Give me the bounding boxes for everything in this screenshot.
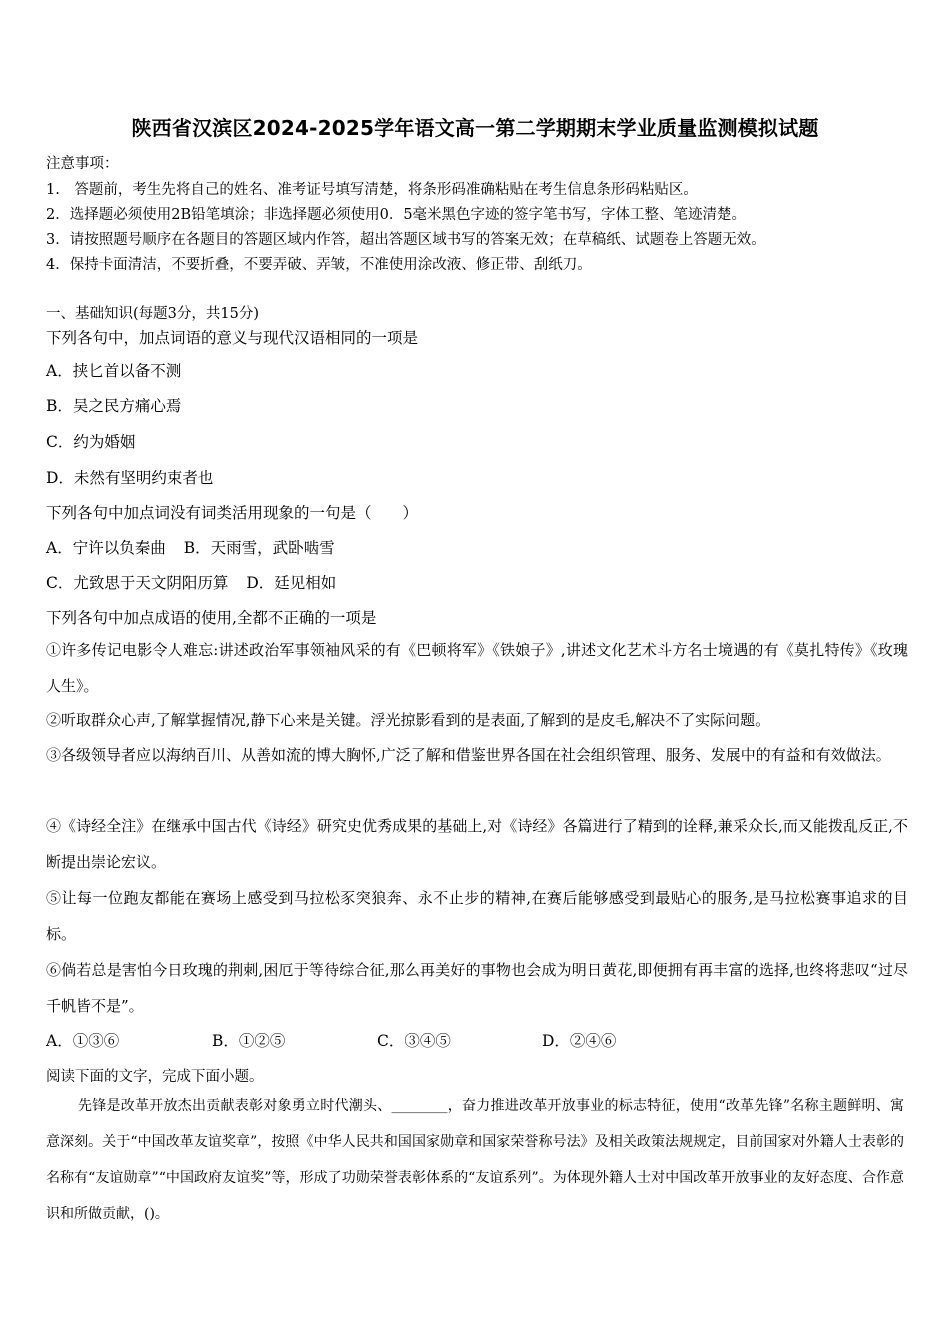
notice-heading: 注意事项： (46, 156, 119, 172)
question-1-option-a: A．挟匕首以备不测 (46, 362, 182, 380)
question-1-option-d: D．未然有坚明约束者也 (46, 469, 214, 487)
question-1-option-c: C．约为婚姻 (46, 433, 136, 451)
reading-intro: 阅读下面的文字，完成下面小题。 (46, 1069, 264, 1085)
notice-item-1: 1. 答题前，考生先将自己的姓名、准考证号填写清楚，将条形码准确粘贴在考生信息条形码粘贴区。 (46, 182, 698, 198)
question-2-option-c: C．尤致思于天文阴阳历算 (46, 574, 229, 592)
notice-item-2: 2．选择题必须使用2B铅笔填涂；非选择题必须使用0．5毫米黑色字迹的签字笔书写，字体工整、笔迹清楚。 (46, 207, 747, 223)
question-3-option-c: C．③④⑤ (377, 1032, 451, 1050)
question-2-option-a: A．宁许以负秦曲 (46, 539, 166, 557)
question-1-option-b: B．吴之民方痛心焉 (46, 397, 182, 415)
question-3-item-3: ③各级领导者应以海纳百川、从善如流的博大胸怀,广泛了解和借鉴世界各国在社会组织管理、服务、发展中的有益和有效做法。 (46, 746, 891, 764)
question-3-item-6: ⑥倘若总是害怕今日玫瑰的荆刺,困厄于等待综合征,那么再美好的事物也会成为明日黄花,即便拥有再丰富的选择,也终将悲叹“过尽千帆皆不是”。 (46, 961, 908, 1015)
page-title: 陕西省汉滨区2024-2025学年语文高一第二学期期末学业质量监测模拟试题 (131, 116, 819, 140)
question-2-option-b: B．天雨雪，武卧啮雪 (183, 539, 335, 557)
question-3-stem: 下列各句中加点成语的使用,全都不正确的一项是 (46, 609, 377, 627)
question-2-option-d: D．廷见相如 (246, 574, 337, 592)
question-3-item-1: ①许多传记电影令人难忘:讲述政治军事领袖风采的有《巴顿将军》《铁娘子》,讲述文化艺术斗方名士境遇的有《莫扎特传》《玫瑰人生》。 (46, 641, 908, 695)
question-2-stem: 下列各句中加点词没有词类活用现象的一句是（ ） (46, 504, 419, 522)
notice-item-4: 4．保持卡面清洁，不要折叠，不要弄破、弄皱，不准使用涂改液、修正带、刮纸刀。 (46, 257, 592, 273)
section-heading: 一、基础知识(每题3分，共15分) (46, 306, 259, 322)
question-2-options-row-1 (46, 536, 335, 558)
question-3-option-b: B．①②⑤ (212, 1032, 286, 1050)
reading-passage: 先锋是改革开放杰出贡献表彰对象勇立时代潮头、________，奋力推进改革开放事业的标志特征，使用“改革先锋”名称主题鲜明、寓意深刻。关于“中国改革友谊奖章”，按照《中华人民共和国国家勋章和国家荣誉称号法》及相关政策法规规定，目前国家对外籍人士表彰的名称有“友谊勋章”“中国政府友谊奖”等，形成了功勋荣誉表彰体系的“友谊系列”。为体现外籍人士对中国改革开放事业的友好态度、合作意识和所做贡献，()。 (46, 1098, 904, 1222)
question-2-options-row-2 (46, 571, 336, 593)
question-3-item-5: ⑤让每一位跑友都能在赛场上感受到马拉松豕突狼奔、永不止步的精神,在赛后能够感受到最贴心的服务,是马拉松赛事追求的目标。 (46, 889, 908, 943)
question-3-option-a: A．①③⑥ (46, 1032, 120, 1050)
question-3-option-d: D．②④⑥ (542, 1032, 617, 1050)
question-3-item-4: ④《诗经全注》在继承中国古代《诗经》研究史优秀成果的基础上,对《诗经》各篇进行了精到的诠释,兼采众长,而又能拨乱反正,不断提出崇论宏议。 (46, 817, 908, 871)
question-1-stem: 下列各句中，加点词语的意义与现代汉语相同的一项是 (46, 329, 419, 347)
question-3-options (46, 1029, 616, 1051)
question-3-item-2: ②听取群众心声,了解掌握情况,静下心来是关键。浮光掠影看到的是表面,了解到的是皮毛,解决不了实际问题。 (46, 711, 771, 729)
notice-item-3: 3．请按照题号顺序在各题目的答题区域内作答，超出答题区域书写的答案无效；在草稿纸、试题卷上答题无效。 (46, 232, 766, 248)
